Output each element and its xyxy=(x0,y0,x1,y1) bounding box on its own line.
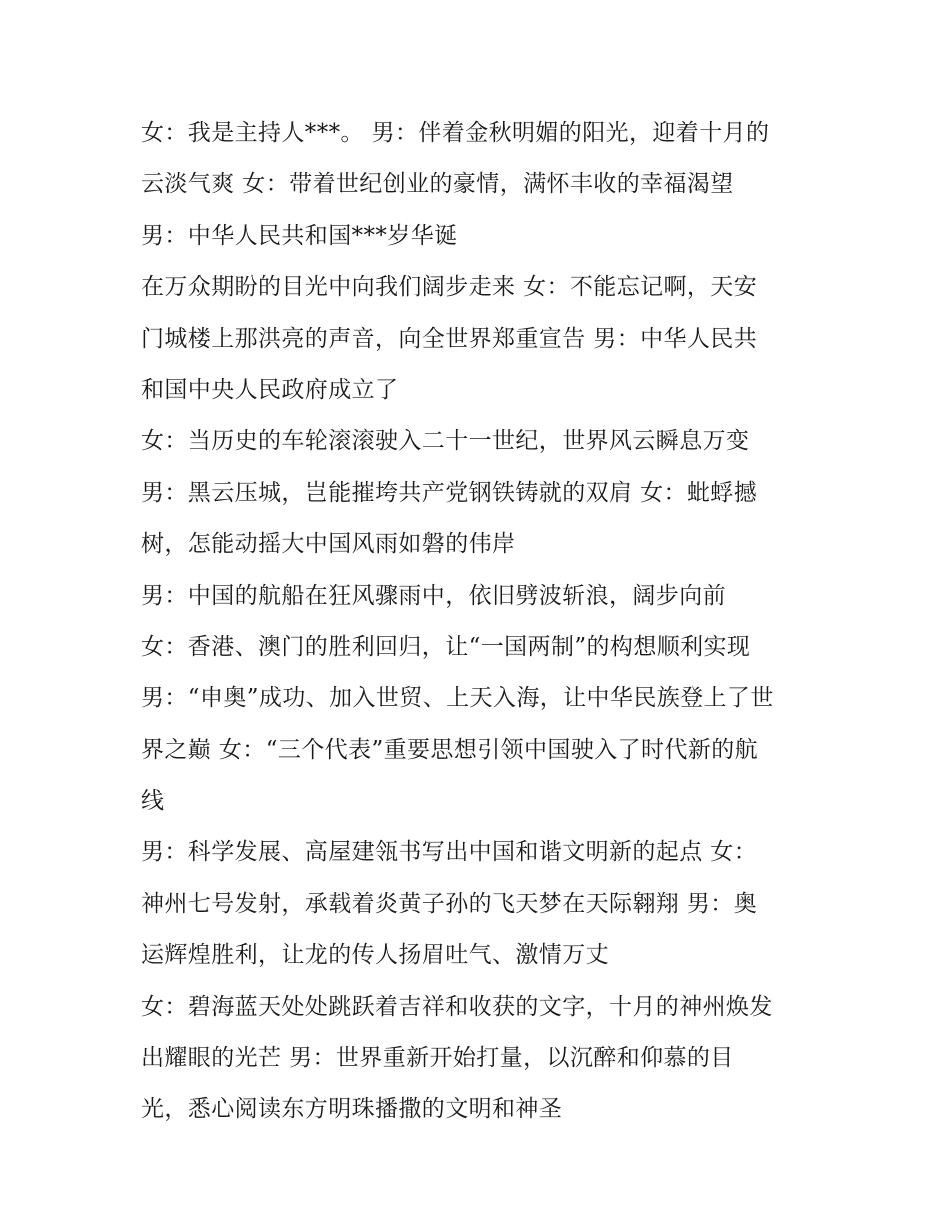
text-line: 男：黑云压城，岂能摧垮共产党钢铁铸就的双肩 女：蚍蜉撼 xyxy=(141,479,758,506)
text-line: 女：我是主持人***。 男：伴着金秋明媚的阳光，迎着十月的 xyxy=(141,120,770,146)
text-line: 树，怎能动摇大中国风雨如磐的伟岸 xyxy=(141,531,516,558)
text-line: 云淡气爽 女：带着世纪创业的豪情，满怀丰收的幸福渴望 xyxy=(141,171,734,198)
text-line: 线 xyxy=(141,788,165,815)
text-line: 女：当历史的车轮滚滚驶入二十一世纪，世界风云瞬息万变 xyxy=(141,428,750,455)
text-line: 出耀眼的光芒 男：世界重新开始打量，以沉醉和仰慕的目 xyxy=(141,1045,734,1072)
text-line: 女：碧海蓝天处处跳跃着吉祥和收获的文字，十月的神州焕发 xyxy=(141,993,773,1020)
text-line: 神州七号发射，承载着炎黄子孙的飞天梦在天际翱翔 男：奥 xyxy=(141,890,758,917)
text-line: 男：科学发展、高屋建瓴书写出中国和谐文明新的起点 女： xyxy=(141,839,758,866)
text-line: 女：香港、澳门的胜利回归，让“一国两制”的构想顺利实现 xyxy=(141,633,751,660)
document-body xyxy=(141,108,831,1136)
text-line: 和国中央人民政府成立了 xyxy=(141,376,399,403)
text-line: 男：中国的航船在狂风骤雨中，依旧劈波斩浪，阔步向前 xyxy=(141,582,726,609)
text-line: 光，悉心阅读东方明珠播撒的文明和神圣 xyxy=(141,1096,563,1123)
text-line: 门城楼上那洪亮的声音，向全世界郑重宣告 男：中华人民共 xyxy=(141,325,758,352)
text-line: 男：中华人民共和国***岁华诞 xyxy=(141,222,458,249)
text-line: 运辉煌胜利，让龙的传人扬眉吐气、激情万丈 xyxy=(141,942,609,969)
text-line: 男：“申奥”成功、加入世贸、上天入海，让中华民族登上了世 xyxy=(141,685,774,712)
text-line: 界之巅 女：“三个代表”重要思想引领中国驶入了时代新的航 xyxy=(141,736,759,763)
text-line: 在万众期盼的目光中向我们阔步走来 女：不能忘记啊，天安 xyxy=(141,274,758,301)
